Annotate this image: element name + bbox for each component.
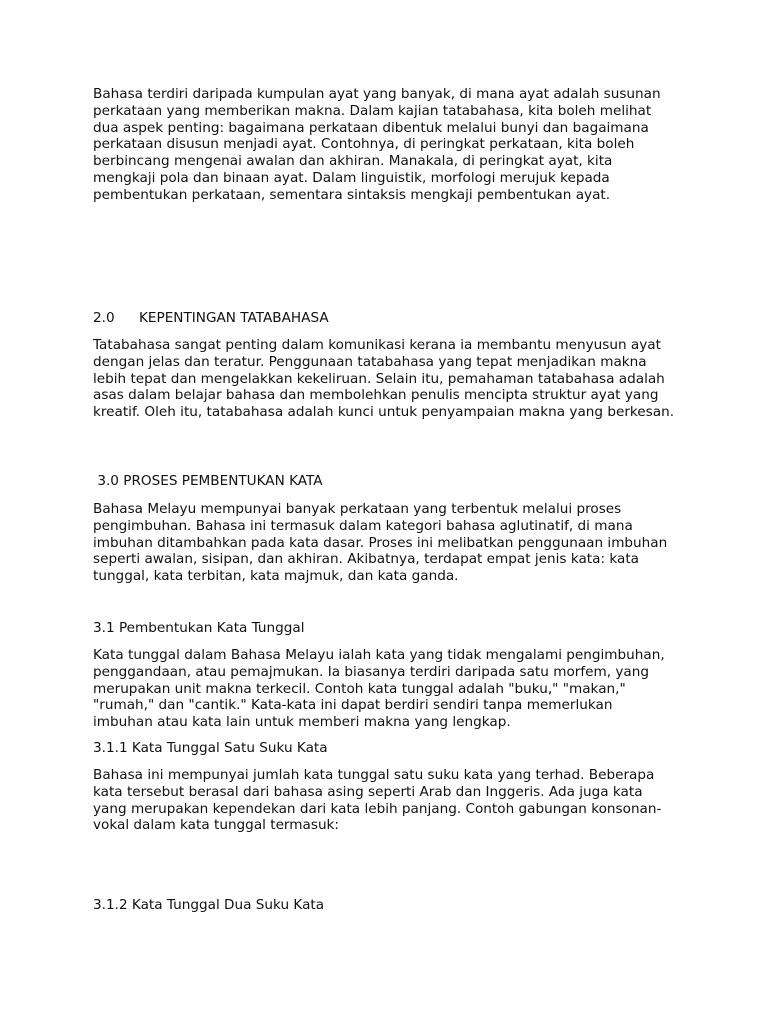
- section-2-title: KEPENTINGAN TATABAHASA: [139, 310, 329, 326]
- section-3-1-1-heading: 3.1.1 Kata Tunggal Satu Suku Kata: [93, 740, 328, 756]
- section-3-heading: 3.0 PROSES PEMBENTUKAN KATA: [93, 473, 323, 489]
- section-2-paragraph: Tatabahasa sangat penting dalam komunikasi kerana ia membantu menyusun ayat dengan jelas dan teratur. Penggunaan tatabahasa yang tepat menjadikan makna lebih tepat dan mengelakkan kekeliruan. Selain itu, pemahaman tatabahasa adalah asas dalam belajar bahasa dan membolehkan penulis mencipta struktur ayat yang kreatif. Oleh itu, tatabahasa adalah kunci untuk penyampaian makna yang berkesan.: [93, 337, 675, 421]
- section-2-number: 2.0: [93, 310, 115, 326]
- section-2-heading: [93, 310, 675, 327]
- section-3-1-2-heading: 3.1.2 Kata Tunggal Dua Suku Kata: [93, 897, 325, 913]
- intro-paragraph: Bahasa terdiri daripada kumpulan ayat yang banyak, di mana ayat adalah susunan perkataan yang memberikan makna. Dalam kajian tatabahasa, kita boleh melihat dua aspek penting: bagaimana perkataan dibentuk melalui bunyi dan bagaimana perkataan disusun menjadi ayat. Contohnya, di peringkat perkataan, kita boleh berbincang mengenai awalan dan akhiran. Manakala, di peringkat ayat, kita mengkaji pola dan binaan ayat. Dalam linguistik, morfologi merujuk kepada pembentukan perkataan, sementara sintaksis mengkaji pembentukan ayat.: [93, 86, 661, 203]
- section-3-1-heading: 3.1 Pembentukan Kata Tunggal: [93, 620, 305, 636]
- section-3-1-1-paragraph: Bahasa ini mempunyai jumlah kata tunggal satu suku kata yang terhad. Beberapa kata tersebut berasal dari bahasa asing seperti Arab dan Inggeris. Ada juga kata yang merupakan kependekan dari kata lebih panjang. Contoh gabungan konsonan-vokal dalam kata tunggal termasuk:: [93, 767, 662, 834]
- section-3-1-paragraph: Kata tunggal dalam Bahasa Melayu ialah kata yang tidak mengalami pengimbuhan, penggandaan, atau pemajmukan. Ia biasanya terdiri daripada satu morfem, yang merupakan unit makna terkecil. Contoh kata tunggal adalah "buku," "makan," "rumah," dan "cantik." Kata-kata ini dapat berdiri sendiri tanpa memerlukan imbuhan atau kata lain untuk memberi makna yang lengkap.: [93, 647, 665, 731]
- section-3-paragraph: Bahasa Melayu mempunyai banyak perkataan yang terbentuk melalui proses pengimbuhan. Bahasa ini termasuk dalam kategori bahasa aglutinatif, di mana imbuhan ditambahkan pada kata dasar. Proses ini melibatkan penggunaan imbuhan seperti awalan, sisipan, dan akhiran. Akibatnya, terdapat empat jenis kata: kata tunggal, kata terbitan, kata majmuk, dan kata ganda.: [93, 501, 668, 585]
